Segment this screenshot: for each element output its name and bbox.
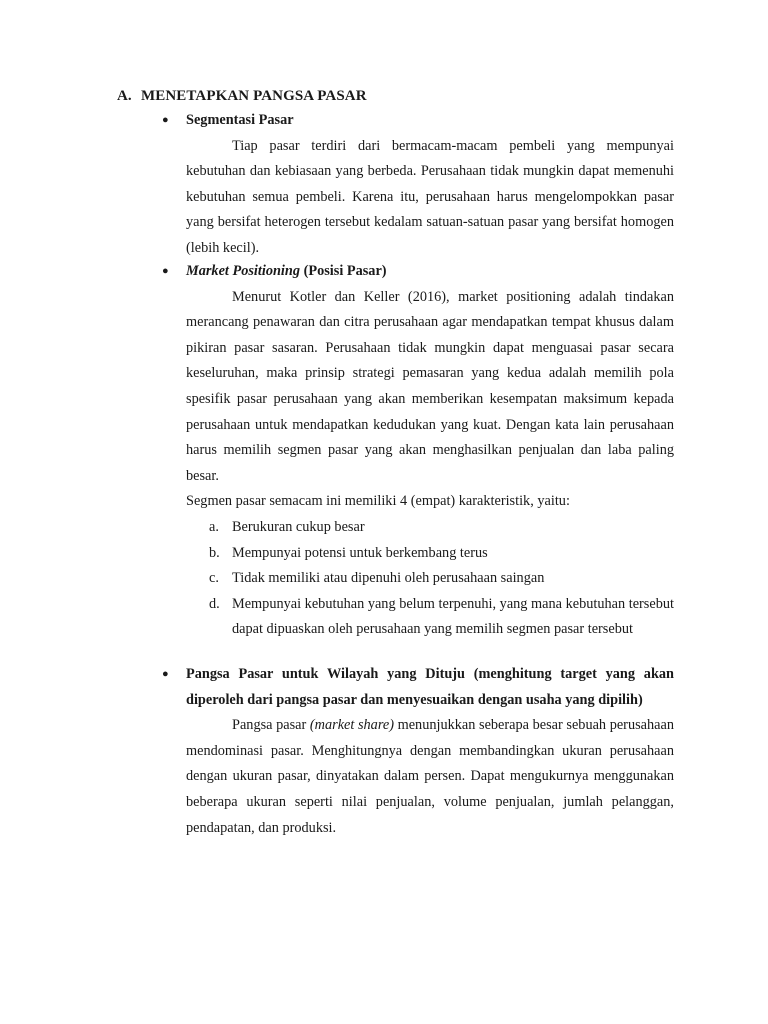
heading-letter: A.: [117, 88, 132, 104]
list-item-text: Tidak memiliki atau dipenuhi oleh perusahaan saingan: [232, 570, 545, 587]
bullet-icon: ●: [162, 265, 169, 277]
section-segmentasi: [162, 108, 674, 262]
segmentasi-paragraph: Tiap pasar terdiri dari bermacam-macam pembeli yang mempunyai kebutuhan dan kebiasaan yang berbeda. Perusahaan tidak mungkin dapat memenuhi kebutuhan semua pembeli. Karena itu, perusahaan harus mengelompokkan pasar yang bersifat heterogen tersebut kedalam satuan-satuan pasar yang bersifat homogen (lebih kecil).: [186, 137, 674, 256]
list-marker: d.: [209, 595, 220, 612]
pangsa-para-rest: menunjukkan seberapa besar sebuah perusahaan mendominasi pasar. Menghitungnya dengan membandingkan ukuran perusahaan dengan ukuran pasar, dinyatakan dalam persen. Dapat mengukurnya menggunakan beberapa ukuran seperti nilai penjualan, volume penjualan, jumlah pelanggan, pendapatan, dan produksi.: [186, 717, 674, 836]
bullet-icon: ●: [162, 114, 169, 126]
characteristics-list: [186, 515, 674, 643]
list-item-text: Mempunyai kebutuhan yang belum terpenuhi, yang mana kebutuhan tersebut dapat dipuaskan oleh perusahaan yang memilih segmen pasar tersebut: [232, 595, 674, 638]
heading-title: MENETAPKAN PANGSA PASAR: [141, 88, 367, 104]
bullet-icon: ●: [162, 668, 169, 680]
list-item-text: Mempunyai potensi untuk berkembang terus: [232, 544, 488, 561]
pangsa-title: Pangsa Pasar untuk Wilayah yang Dituju (menghitung target yang akan diperoleh dari pangsa pasar dan menyesuaikan dengan usaha yang dipilih): [186, 666, 674, 708]
section-heading: [117, 84, 367, 110]
section-positioning: [162, 259, 674, 643]
list-marker: a.: [209, 518, 219, 535]
positioning-title-rest: (Posisi Pasar): [300, 263, 387, 279]
positioning-title: [186, 259, 674, 285]
positioning-paragraph: Menurut Kotler dan Keller (2016), market positioning adalah tindakan merancang penawaran dan citra perusahaan agar mendapatkan tempat khusus dalam pikiran pasar sasaran. Perusahaan tidak mungkin dapat menguasai pasar secara keseluruhan, maka prinsip strategi pemasaran yang kedua adalah memilih pola spesifik pasar perusahaan yang akan memberikan kesempatan maksimum kepada perusahaan untuk mendapatkan kedudukan yang kuat. Dengan kata lain perusahaan harus memilih segmen pasar yang akan menghasilkan penjualan dan laba paling besar.: [186, 288, 674, 484]
list-item: [186, 592, 674, 643]
pangsa-paragraph: [186, 713, 674, 841]
segmentasi-title: Segmentasi Pasar: [186, 112, 294, 128]
positioning-title-italic: Market Positioning: [186, 263, 300, 279]
pangsa-para-italic: (market share): [309, 717, 394, 734]
list-item: [186, 541, 674, 567]
list-item: [186, 566, 674, 592]
list-item: [186, 515, 674, 541]
pangsa-para-lead: Pangsa pasar: [232, 717, 310, 734]
list-marker: c.: [209, 570, 219, 587]
list-marker: b.: [209, 544, 220, 561]
list-item-text: Berukuran cukup besar: [232, 518, 365, 535]
positioning-intro: Segmen pasar semacam ini memiliki 4 (empat) karakteristik, yaitu:: [186, 493, 570, 510]
section-pangsa: [162, 662, 674, 841]
